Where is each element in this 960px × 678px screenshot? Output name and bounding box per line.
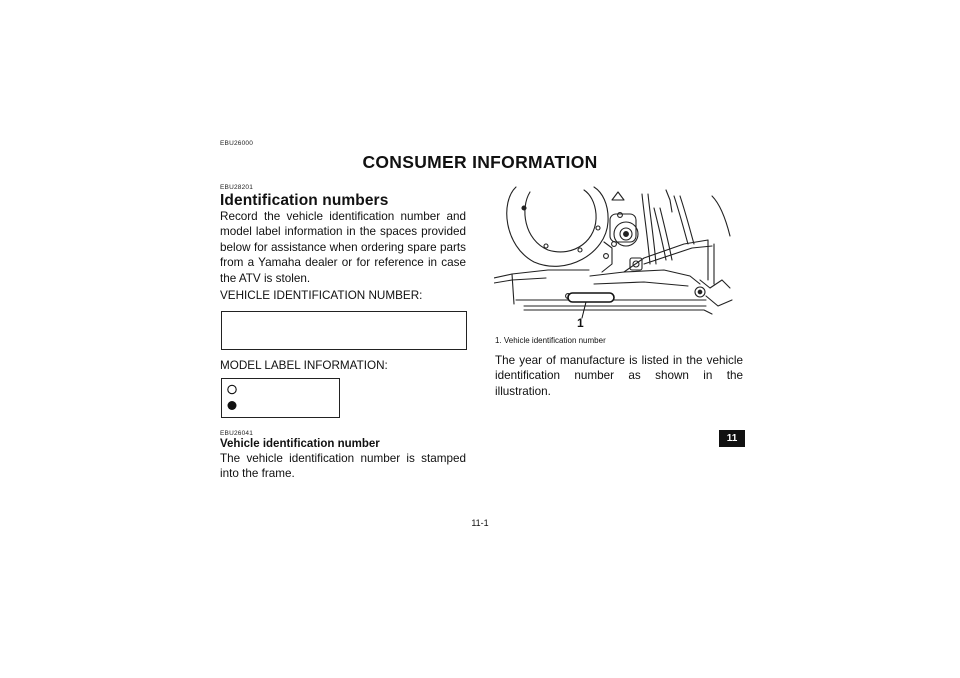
page-number: 11-1 [471,518,489,528]
figure-caption: 1. Vehicle identification number [495,336,606,345]
model-label-heading: MODEL LABEL INFORMATION: [220,359,388,372]
identification-code: EBU28201 [220,184,254,191]
chapter-tab: 11 [719,430,745,447]
vin-section-text: The vehicle identification number is stamped into the frame. [220,452,466,481]
callout-number: 1 [577,316,584,330]
manufacture-year-note: The year of manufacture is listed in the vehicle identification number as shown in the illustration. [495,354,743,398]
page-title: CONSUMER INFORMATION [362,152,598,172]
identification-heading: Identification numbers [220,192,389,209]
vin-plate-marker [568,293,614,302]
section-code: EBU26000 [220,140,254,147]
vin-section-heading: Vehicle identification number [220,438,380,450]
identification-intro: Record the vehicle identification number and model label information in the spaces provided below for assistance when ordering spare parts from a Yamaha dealer or for reference in case the ATV is stolen. [220,210,466,285]
model-label-markers [222,379,341,419]
vin-label: VEHICLE IDENTIFICATION NUMBER: [220,289,423,302]
filled-circle-icon [228,401,237,410]
open-circle-icon [228,385,236,393]
vin-section-code: EBU26041 [220,430,254,437]
frame-illustration [494,184,744,334]
vin-record-box [221,311,467,350]
model-label-box [221,378,340,418]
